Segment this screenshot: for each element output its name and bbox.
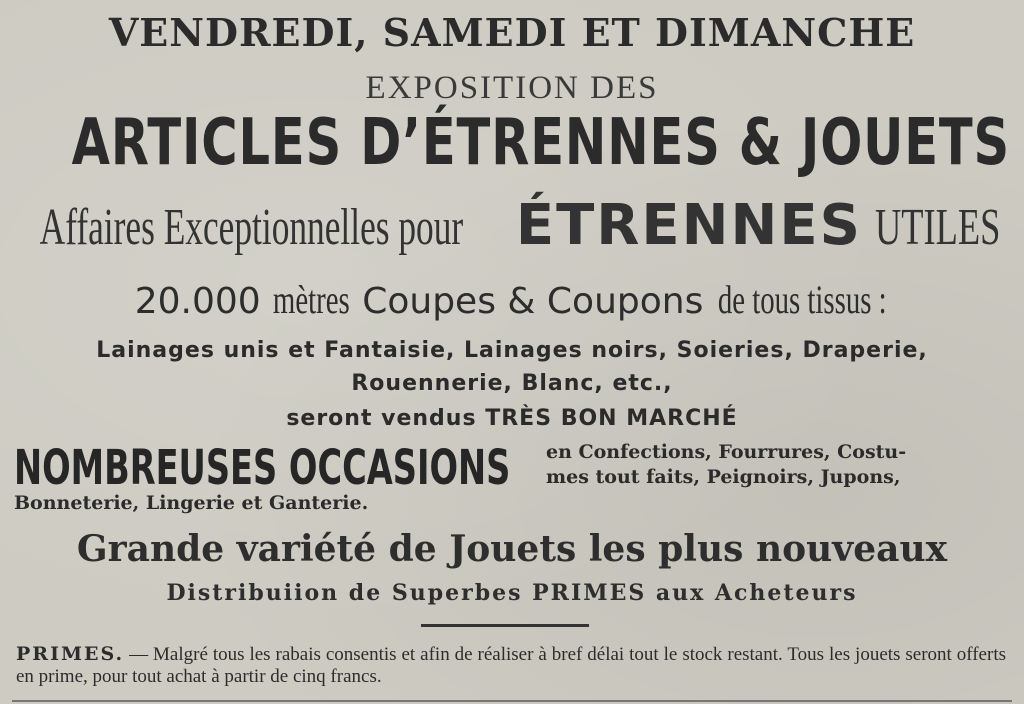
- bottom-rule: [12, 700, 1012, 702]
- divider-rule: [421, 624, 589, 627]
- occasions-line-1: en Confections, Fourrures, Costu-: [546, 441, 907, 463]
- sale-line: seront vendus TRÈS BON MARCHÉ: [286, 406, 738, 431]
- meters-tail: de tous tissus :: [717, 277, 887, 322]
- affaires-prefix: Affaires Exceptionnelles pour: [39, 199, 464, 256]
- primes-text: — Malgré tous les rabais consentis et afin de réaliser à bref délai tout le stock restant. Tous les jouets seront offerts en prime, pour tout achat à partir de cinq francs.: [16, 644, 1006, 687]
- affaires-line: [0, 193, 1024, 258]
- fabrics-line-1: Lainages unis et Fantaisie, Lainages noirs, Soieries, Draperie,: [96, 338, 928, 363]
- meters-line: [0, 276, 1024, 323]
- affaires-big-word: ÉTRENNES: [515, 193, 862, 258]
- toys-line: Grande variété de Jouets les plus nouveaux: [76, 528, 948, 570]
- primes-paragraph: [16, 643, 1006, 688]
- meters-coupes: Coupes & Coupons: [362, 281, 704, 322]
- occasions-heading: NOMBREUSES OCCASIONS: [14, 440, 511, 496]
- fabrics-line-2: Rouennerie, Blanc, etc.,: [351, 371, 673, 396]
- distribution-line: Distribuiion de Superbes PRIMES aux Acheteurs: [166, 580, 858, 606]
- occasions-details: [546, 440, 1006, 490]
- meters-number: 20.000: [134, 281, 261, 322]
- occasions-line-2: mes tout faits, Peignoirs, Jupons,: [546, 466, 901, 488]
- headline-days: VENDREDI, SAMEDI ET DIMANCHE: [108, 10, 916, 55]
- main-title: ARTICLES D’ÉTRENNES & JOUETS: [71, 106, 1011, 180]
- occasions-bottom-line: Bonneterie, Lingerie et Ganterie.: [14, 492, 369, 514]
- exposition-heading: EXPOSITION DES: [365, 70, 659, 106]
- affaires-suffix: UTILES: [875, 199, 1001, 256]
- meters-unit: mètres: [273, 277, 350, 322]
- primes-title: PRIMES.: [16, 643, 125, 665]
